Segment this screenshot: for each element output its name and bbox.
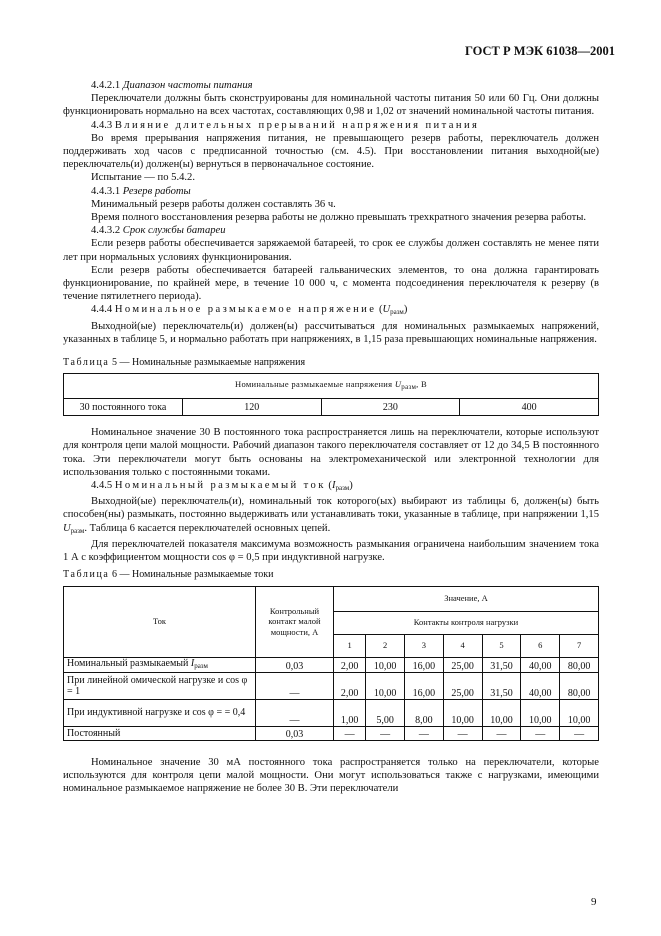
table-cell: 5,00 [366,700,405,727]
paragraph: Переключатели должны быть сконструированы для номинальной частоты питания 50 или 60 Гц. Они должны функционировать нормально на всех частотах, составляющих 0,98 и 1,02 от значений номинальной частоты питания. [63,93,599,118]
table-row [64,657,599,673]
row-label [64,727,256,741]
table-caption-text: — Номинальные размыкаемые напряжения [119,357,306,369]
table-cell: 10,00 [560,700,599,727]
row-label-text: При индуктивной нагрузке и cos φ = = 0,4 [67,707,246,719]
paragraph: Если резерв работы обеспечивается батареей гальванических элементов, то она должна гарантировать функционирование, по крайней мере, в течение 10 000 ч, с момента подсоединения переключателя к резерву (в течение пятилетнего периода). [63,264,599,303]
section-4-4-3-1-heading [63,185,599,198]
section-title: Номинальное размыкаемое напряжение [114,304,377,316]
contact-number: 1 [334,634,366,657]
table-cell: — [443,727,482,741]
low-power-value: — [256,700,334,727]
contact-number: 3 [405,634,444,657]
section-title: Номинальный размыкаемый ток [114,480,326,492]
page-number: 9 [591,896,597,908]
table-cell: 25,00 [443,657,482,673]
table-cell: — [334,727,366,741]
section-4-4-2-1-heading [63,79,599,92]
document-header: ГОСТ Р МЭК 61038—2001 [465,44,615,58]
table-cell: — [560,727,599,741]
col-header-value: Значение, А [334,586,599,611]
section-4-4-5-heading: 4.4.5 Номинальный размыкаемый ток $(I_{разм})$ [91,480,353,493]
unit: , В [416,379,427,390]
col-header-current: Ток [64,586,256,657]
symbol: U [394,379,402,390]
paragraph: Выходной(ые) переключатель(и) должен(ы) рассчитываться для номинальных размыкаемых напряжений, указанных в таблице 5, и нормально работать при напряжениях, в 1,15 раза превышающих номинальные напряжения. [63,320,599,345]
table-cell: 1,00 [334,700,366,727]
table-cell: 120 [183,399,322,416]
table-5-header [64,374,599,399]
section-number: 4.4.3.2 [91,225,121,237]
row-label [64,657,256,673]
paragraph: Минимальный резерв работы должен составлять 36 ч. [91,198,336,210]
table-label: Таблица [63,357,110,369]
table-cell: 400 [460,399,599,416]
section-4-4-3-heading [63,119,599,132]
table-number: 5 [111,357,117,369]
row-label [64,700,256,727]
table-cell: 230 [321,399,460,416]
section-title: Срок службы батареи [122,225,226,237]
table-6-caption [63,568,599,581]
paragraph: Номинальное значение 30 мА постоянного тока распространяется только на переключатели, которые используются для контроля цепи малой мощности. Они могут использоваться также с нагрузками, имеющими номинальное размыкаемое напряжение не более 30 В. Эти переключатели [63,757,599,795]
low-power-value: — [256,673,334,700]
row-label-text: Постоянный [67,727,121,739]
section-title: Диапазон частоты питания [122,80,253,91]
section-title: Резерв работы [122,185,191,197]
paragraph [63,495,599,538]
row-label [64,673,256,700]
table-cell: — [405,727,444,741]
page-content [63,79,599,796]
table-cell: 10,00 [443,700,482,727]
table-cell: 80,00 [560,673,599,700]
col-header-contacts: Контакты контроля нагрузки [334,611,599,634]
contact-number: 6 [521,634,560,657]
row-label-text: При линейной омической нагрузке и cos φ = 1 [67,674,248,697]
symbol: U [63,522,71,534]
table-cell: 25,00 [443,673,482,700]
paragraph: Если резерв работы обеспечивается заряжаемой батареей, то срок ее службы должен составлять не менее пяти лет при нормальных условиях функционирования. [63,238,599,263]
table-caption-text: — Номинальные размыкаемые токи [119,569,274,581]
table-cell: 30 постоянного тока [64,399,183,416]
symbol-subscript: разм [70,526,85,535]
table-cell: 80,00 [560,657,599,673]
low-power-value: 0,03 [256,727,334,741]
table-cell: 10,00 [521,700,560,727]
table-cell: 16,00 [405,657,444,673]
table-cell: 8,00 [405,700,444,727]
table-cell: 10,00 [482,700,521,727]
text: Выходной(ые) переключатель(и), номинальный ток которого(ых) выбирают из таблицы 6, должен(ы) быть способен(ны) размыкать, постоянно выдерживать или устанавливать токи, указанные в таблице, при напряжении 1,15 [63,496,599,521]
table-cell: 31,50 [482,673,521,700]
table-cell: — [366,727,405,741]
paragraph: Во время прерывания напряжения питания, не превышающего резерв работы, переключатель должен поддерживать ход часов с предписанной точностью (см. 4.5). При восстановлении питания выходной(ые) переключатель(и) должен(ы) вернуться в первоначальное состояние. [63,132,599,171]
table-cell: 16,00 [405,673,444,700]
table-cell: 40,00 [521,657,560,673]
section-number: 4.4.3 [91,119,113,131]
table-cell: 2,00 [334,673,366,700]
symbol-subscript: разм [194,661,208,670]
header-text: Номинальные размыкаемые напряжения [235,379,393,390]
low-power-value: 0,03 [256,657,334,673]
symbol: I [190,657,195,669]
table-5 [63,373,599,416]
text: . Таблица 6 касается переключателей основных цепей. [84,522,331,534]
section-4-4-4-heading: 4.4.4 Номинальное размыкаемое напряжение $(U_{разм})$ [91,304,408,317]
paragraph: Для переключателей показателя максимума возможность размыкания ограничена наибольшим значением тока 1 А с коэффициентом мощности cos φ = 0,5 при индуктивной нагрузке. [63,538,599,564]
section-title: Влияние длительных прерываний напряжения питания [114,119,480,131]
symbol: U [382,304,391,316]
contact-number: 7 [560,634,599,657]
table-cell: — [482,727,521,741]
table-6 [63,586,599,742]
table-5-caption [63,356,599,369]
table-6-body [64,657,599,741]
table-label: Таблица [63,569,110,581]
paragraph: Испытание — по 5.4.2. [91,172,195,184]
paragraph: Номинальное значение 30 В постоянного тока распространяется лишь на переключатели, которые используют для контроля цепи малой мощности. Рабочий диапазон такого переключателя составляет от 12 до 34,5 В постоянного тока. Эти переключатели могут быть основаны на электромеханической или электронной технологии для использования только с постоянными токами. [63,427,599,478]
table-cell: 40,00 [521,673,560,700]
table-number: 6 [111,569,117,581]
row-label-text: Номинальный размыкаемый [67,657,189,669]
symbol-subscript: разм [401,383,417,392]
symbol-subscript: разм [390,308,404,317]
table-row [64,700,599,727]
table-row [64,673,599,700]
symbol-subscript: разм [335,484,350,493]
contact-number: 4 [443,634,482,657]
paragraph: Время полного восстановления резерва работы не должно превышать трехкратного значения резерва работы. [91,212,587,224]
table-cell: 2,00 [334,657,366,673]
section-number: 4.4.5 [91,480,113,492]
section-number: 4.4.2.1 [91,80,121,91]
section-number: 4.4.4 [91,304,113,316]
contact-number: 2 [366,634,405,657]
table-cell: 10,00 [366,673,405,700]
contact-number: 5 [482,634,521,657]
table-cell: 31,50 [482,657,521,673]
table-cell: — [521,727,560,741]
table-cell: 10,00 [366,657,405,673]
section-4-4-3-2-heading [63,224,599,237]
symbol: I [331,480,336,492]
col-header-low-power: Контрольный контакт малой мощности, А [256,586,334,657]
section-number: 4.4.3.1 [91,185,121,197]
table-row [64,727,599,741]
